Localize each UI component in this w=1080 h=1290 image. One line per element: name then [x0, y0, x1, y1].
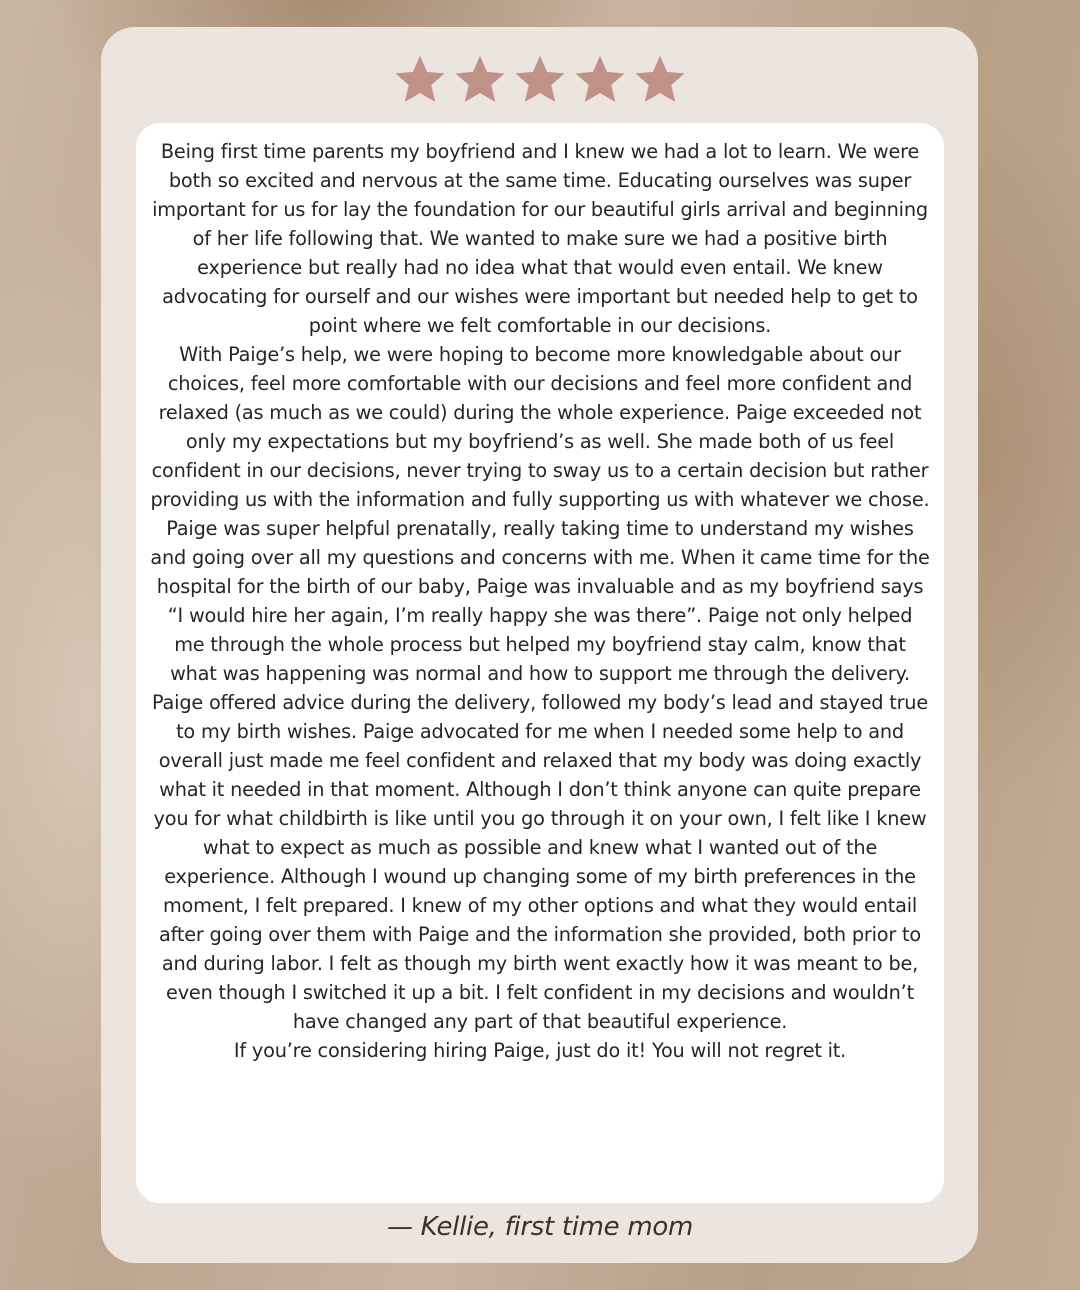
review-paragraph: If you’re considering hiring Paige, just do it! You will not regret it. [233, 1039, 847, 1062]
review-text-box [136, 123, 944, 1203]
star-icon [573, 53, 627, 107]
review-paragraph: Being first time parents my boyfriend and I knew we had a lot to learn. We were both so excited and nervous at the same time. Educating ourselves was super important for us for lay the foundation for our beautiful girls arrival and beginning of her life following that. We wanted to make sure we had a positive birth experience but really had no idea what that would even entail. We knew advocating for ourself and our wishes were important but needed help to get to point where we felt comfortable in our decisions. [152, 140, 928, 337]
star-icon [393, 53, 447, 107]
review-paragraph: With Paige’s help, we were hoping to become more knowledgable about our choices, feel more comfortable with our decisions and feel more confident and relaxed (as much as we could) during the whole experience. Paige exceeded not only my expectations but my boyfriend’s as well. She made both of us feel confident in our decisions, never trying to sway us to a certain decision but rather providing us with the information and fully supporting us with whatever we chose. Paige was super helpful prenatally, really taking time to understand my wishes and going over all my questions and concerns with me. When it came time for the hospital for the birth of our baby, Paige was invaluable and as my boyfriend says “I would hire her again, I’m really happy she was there”. Paige not only helped me through the whole process but helped my boyfriend stay calm, know that what was happening was normal and how to support me through the delivery. Paige offered advice during the delivery, followed my body’s lead and stayed true to my birth wishes. Paige advocated for me when I needed some help to and overall just made me feel confident and relaxed that my body was doing exactly what it needed in that moment. Although I don’t think anyone can quite prepare you for what childbirth is like until you go through it on your own, I felt like I knew what to expect as much as possible and knew what I wanted out of the experience. Although I wound up changing some of my birth preferences in the moment, I felt prepared. I knew of my other options and what they would entail after going over them with Paige and the information she provided, both prior to and during labor. I felt as though my birth went exactly how it was meant to be, even though I switched it up a bit. I felt confident in my decisions and wouldn’t have changed any part of that beautiful experience. [150, 343, 930, 1033]
star-rating [0, 53, 1080, 107]
review-author: — Kellie, first time mom [386, 1212, 694, 1242]
star-icon [513, 53, 567, 107]
star-icon [453, 53, 507, 107]
star-icon [633, 53, 687, 107]
